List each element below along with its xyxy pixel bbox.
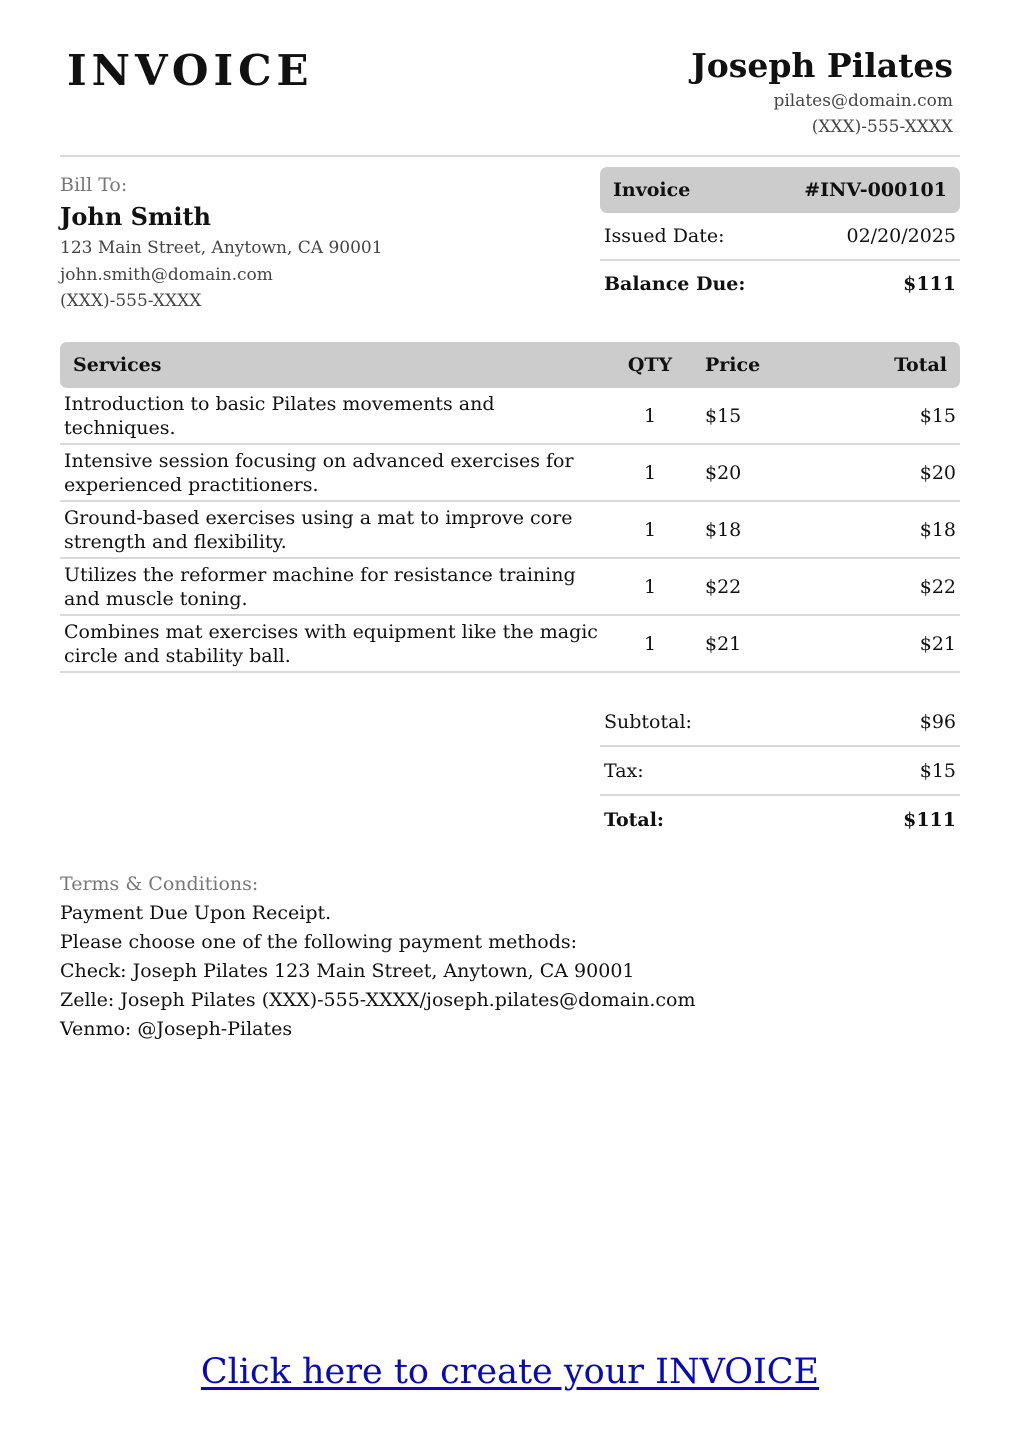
table-row (60, 502, 960, 559)
service-price: $20 (705, 461, 742, 484)
issued-date-value: 02/20/2025 (846, 225, 956, 247)
invoice-header (60, 0, 960, 157)
tax-label: Tax: (604, 759, 644, 782)
balance-due-value: $111 (903, 273, 956, 295)
company-phone: (XXX)-555-XXXX (811, 117, 953, 137)
invoice-meta (600, 167, 960, 307)
service-qty: 1 (643, 575, 657, 598)
service-price: $18 (705, 518, 742, 541)
terms-line: Venmo: @Joseph-Pilates (60, 1018, 293, 1040)
service-price: $22 (705, 575, 742, 598)
service-qty: 1 (643, 518, 657, 541)
subtotal-label: Subtotal: (604, 710, 692, 733)
company-name: Joseph Pilates (691, 46, 953, 85)
subtotal-row (600, 698, 960, 747)
tax-row (600, 747, 960, 796)
terms-line: Check: Joseph Pilates 123 Main Street, Anytown, CA 90001 (60, 960, 635, 982)
tax-value: $15 (919, 759, 956, 782)
terms-line: Please choose one of the following payment methods: (60, 931, 578, 953)
bill-section (60, 157, 960, 342)
terms-line: Payment Due Upon Receipt. (60, 902, 332, 924)
service-total: $21 (919, 632, 956, 655)
terms-line: Zelle: Joseph Pilates (XXX)-555-XXXX/joseph.pilates@domain.com (60, 989, 696, 1011)
service-total: $20 (919, 461, 956, 484)
service-qty: 1 (643, 404, 657, 427)
issued-date-label: Issued Date: (604, 225, 725, 247)
invoice-number-bar (600, 167, 960, 213)
bill-to-label: Bill To: (60, 174, 128, 196)
service-description: Introduction to basic Pilates movements and techniques. (64, 392, 495, 439)
invoice-page (60, 0, 960, 1044)
balance-due-row (600, 261, 960, 307)
service-description: Ground-based exercises using a mat to improve core strength and flexibility. (64, 506, 573, 553)
header-total: Total (894, 354, 947, 376)
table-row (60, 616, 960, 673)
header-price: Price (705, 354, 761, 376)
subtotal-value: $96 (919, 710, 956, 733)
company-email: pilates@domain.com (773, 91, 953, 111)
table-row (60, 388, 960, 445)
header-qty: QTY (627, 354, 673, 376)
terms-label: Terms & Conditions: (60, 873, 259, 895)
header-services: Services (73, 354, 162, 376)
service-description: Intensive session focusing on advanced exercises for experienced practitioners. (64, 449, 574, 496)
services-table (60, 342, 960, 673)
service-price: $15 (705, 404, 742, 427)
create-invoice-link[interactable]: Click here to create your INVOICE (200, 1352, 820, 1392)
services-table-header (60, 342, 960, 388)
create-invoice-cta (0, 1352, 1020, 1392)
client-phone: (XXX)-555-XXXX (60, 291, 202, 311)
service-description: Combines mat exercises with equipment like the magic circle and stability ball. (64, 620, 598, 667)
total-value: $111 (903, 808, 956, 831)
client-address: 123 Main Street, Anytown, CA 90001 (60, 238, 383, 258)
service-description: Utilizes the reformer machine for resistance training and muscle toning. (64, 563, 576, 610)
client-name: John Smith (60, 202, 211, 231)
table-row (60, 445, 960, 502)
service-qty: 1 (643, 632, 657, 655)
service-total: $15 (919, 404, 956, 427)
balance-due-label: Balance Due: (604, 273, 746, 295)
service-price: $21 (705, 632, 742, 655)
total-row (600, 796, 960, 843)
company-info (691, 44, 953, 140)
service-total: $18 (919, 518, 956, 541)
service-total: $22 (919, 575, 956, 598)
invoice-title: INVOICE (67, 46, 314, 95)
totals-summary (600, 698, 960, 843)
total-label: Total: (604, 808, 664, 831)
bill-to (60, 171, 383, 315)
client-email: john.smith@domain.com (60, 264, 273, 285)
terms-section (60, 870, 960, 1044)
invoice-label: Invoice (613, 179, 691, 201)
invoice-number: #INV-000101 (804, 179, 947, 201)
issued-date-row (600, 213, 960, 261)
service-qty: 1 (643, 461, 657, 484)
table-row (60, 559, 960, 616)
